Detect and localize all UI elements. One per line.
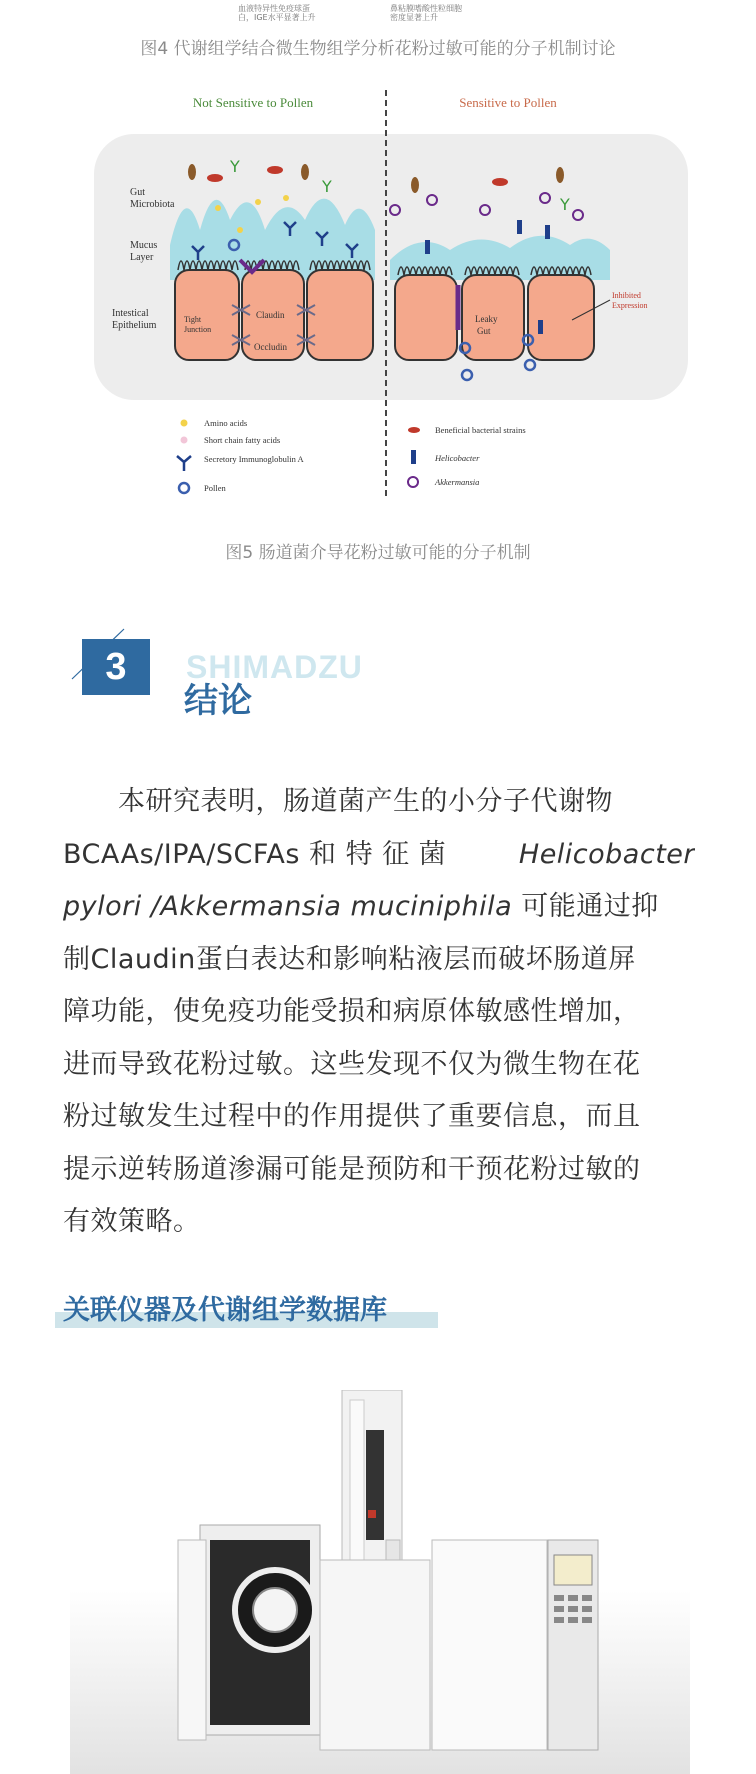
svg-text:Y: Y <box>322 177 332 196</box>
subheading-text: 关联仪器及代谢组学数据库 <box>63 1295 387 1326</box>
panel-left-title: Not Sensitive to Pollen <box>192 95 314 110</box>
para-line-3 <box>63 881 695 934</box>
legend-amino-icon <box>181 420 188 427</box>
instrument-center-module <box>320 1560 430 1750</box>
figure4-caption: 图4 代谢组学结合微生物组学分析花粉过敏可能的分子机制讨论 <box>140 39 616 59</box>
label-mucus-layer: Mucus <box>130 240 158 251</box>
section-title: 结论 <box>184 681 252 721</box>
legend-iga: Secretory Immunoglobulin A <box>204 454 304 464</box>
prev-note-left-line2: 白，IGE水平显著上升 <box>238 13 316 22</box>
legend-pollen: Pollen <box>204 483 226 493</box>
para-line-2-text: BCAAs/IPA/SCFAs 和 特 征 菌 <box>63 838 447 870</box>
label-tight-junction: Tight <box>184 315 202 324</box>
label-claudin: Claudin <box>256 310 285 320</box>
previous-figure-fragment <box>0 0 756 22</box>
conclusion-paragraph <box>63 776 695 1249</box>
svg-text:Junction: Junction <box>184 325 212 334</box>
brand-watermark: SHIMADZU <box>186 649 363 685</box>
para-line-1: 本研究表明，肠道菌产生的小分子代谢物 <box>63 786 613 817</box>
svg-text:Microbiota: Microbiota <box>130 199 175 210</box>
para-line-7: 粉过敏发生过程中的作用提供了重要信息，而且 <box>63 1101 641 1132</box>
legend-iga-icon <box>177 456 191 471</box>
para-italic-species: pylori /Akkermansia muciniphila <box>63 891 513 922</box>
instrument-subheading <box>55 1288 445 1330</box>
panel-right-title: Sensitive to Pollen <box>459 95 557 110</box>
section-number: 3 <box>82 639 150 695</box>
legend-scfa: Short chain fatty acids <box>204 435 281 445</box>
label-epithelium: Intestical <box>112 308 149 319</box>
para-line-4: 制Claudin蛋白表达和影响粘液层而破坏肠道屏 <box>63 943 636 975</box>
legend <box>177 418 526 493</box>
para-italic-helicobacter: Helicobacter <box>518 838 695 870</box>
figure5-illustration <box>90 80 690 520</box>
legend-beneficial: Beneficial bacterial strains <box>435 425 526 435</box>
prev-note-right-line2: 密度显著上升 <box>390 13 438 22</box>
legend-amino: Amino acids <box>204 418 248 428</box>
legend-pollen-icon <box>179 483 189 493</box>
legend-helicobacter-icon <box>411 450 416 464</box>
figure5-caption: 图5 肠道菌介导花粉过敏可能的分子机制 <box>225 543 531 563</box>
svg-text:Gut: Gut <box>477 326 491 336</box>
svg-text:Epithelium: Epithelium <box>112 320 157 331</box>
section-heading <box>66 625 406 721</box>
para-line-6: 进而导致花粉过敏。这些发现不仅为微生物在花 <box>63 1048 641 1080</box>
para-line-5: 障功能，使免疫功能受损和病原体敏感性增加， <box>63 996 641 1027</box>
label-occludin: Occludin <box>254 342 287 352</box>
para-line-3-text: 可能通过抑 <box>521 891 659 922</box>
legend-akkermansia: Akkermansia <box>435 477 480 487</box>
prev-note-right-line1: 鼻粘膜嗜酸性粒细胞 <box>390 4 462 13</box>
para-line-9: 有效策略。 <box>63 1206 201 1237</box>
prev-note-left <box>238 4 316 22</box>
gcms-instrument-image <box>60 1390 700 1774</box>
legend-beneficial-icon <box>408 427 420 433</box>
legend-scfa-icon <box>181 437 188 444</box>
legend-helicobacter: Helicobacter <box>435 453 480 463</box>
svg-text:Y: Y <box>230 157 240 176</box>
label-inhibited-expression: Inhibited <box>612 291 641 300</box>
prev-note-right <box>390 4 462 22</box>
para-line-8: 提示逆转肠道渗漏可能是预防和干预花粉过敏的 <box>63 1153 641 1185</box>
svg-text:Y: Y <box>560 195 570 214</box>
label-gut-microbiota: Gut <box>130 187 145 198</box>
svg-text:Layer: Layer <box>130 252 154 263</box>
para-line-2 <box>63 829 695 882</box>
svg-text:Expression: Expression <box>612 301 648 310</box>
legend-akkermansia-icon <box>408 477 418 487</box>
prev-note-left-line1: 血液特异性免疫球蛋 <box>238 4 310 13</box>
label-leaky-gut: Leaky <box>475 314 498 324</box>
